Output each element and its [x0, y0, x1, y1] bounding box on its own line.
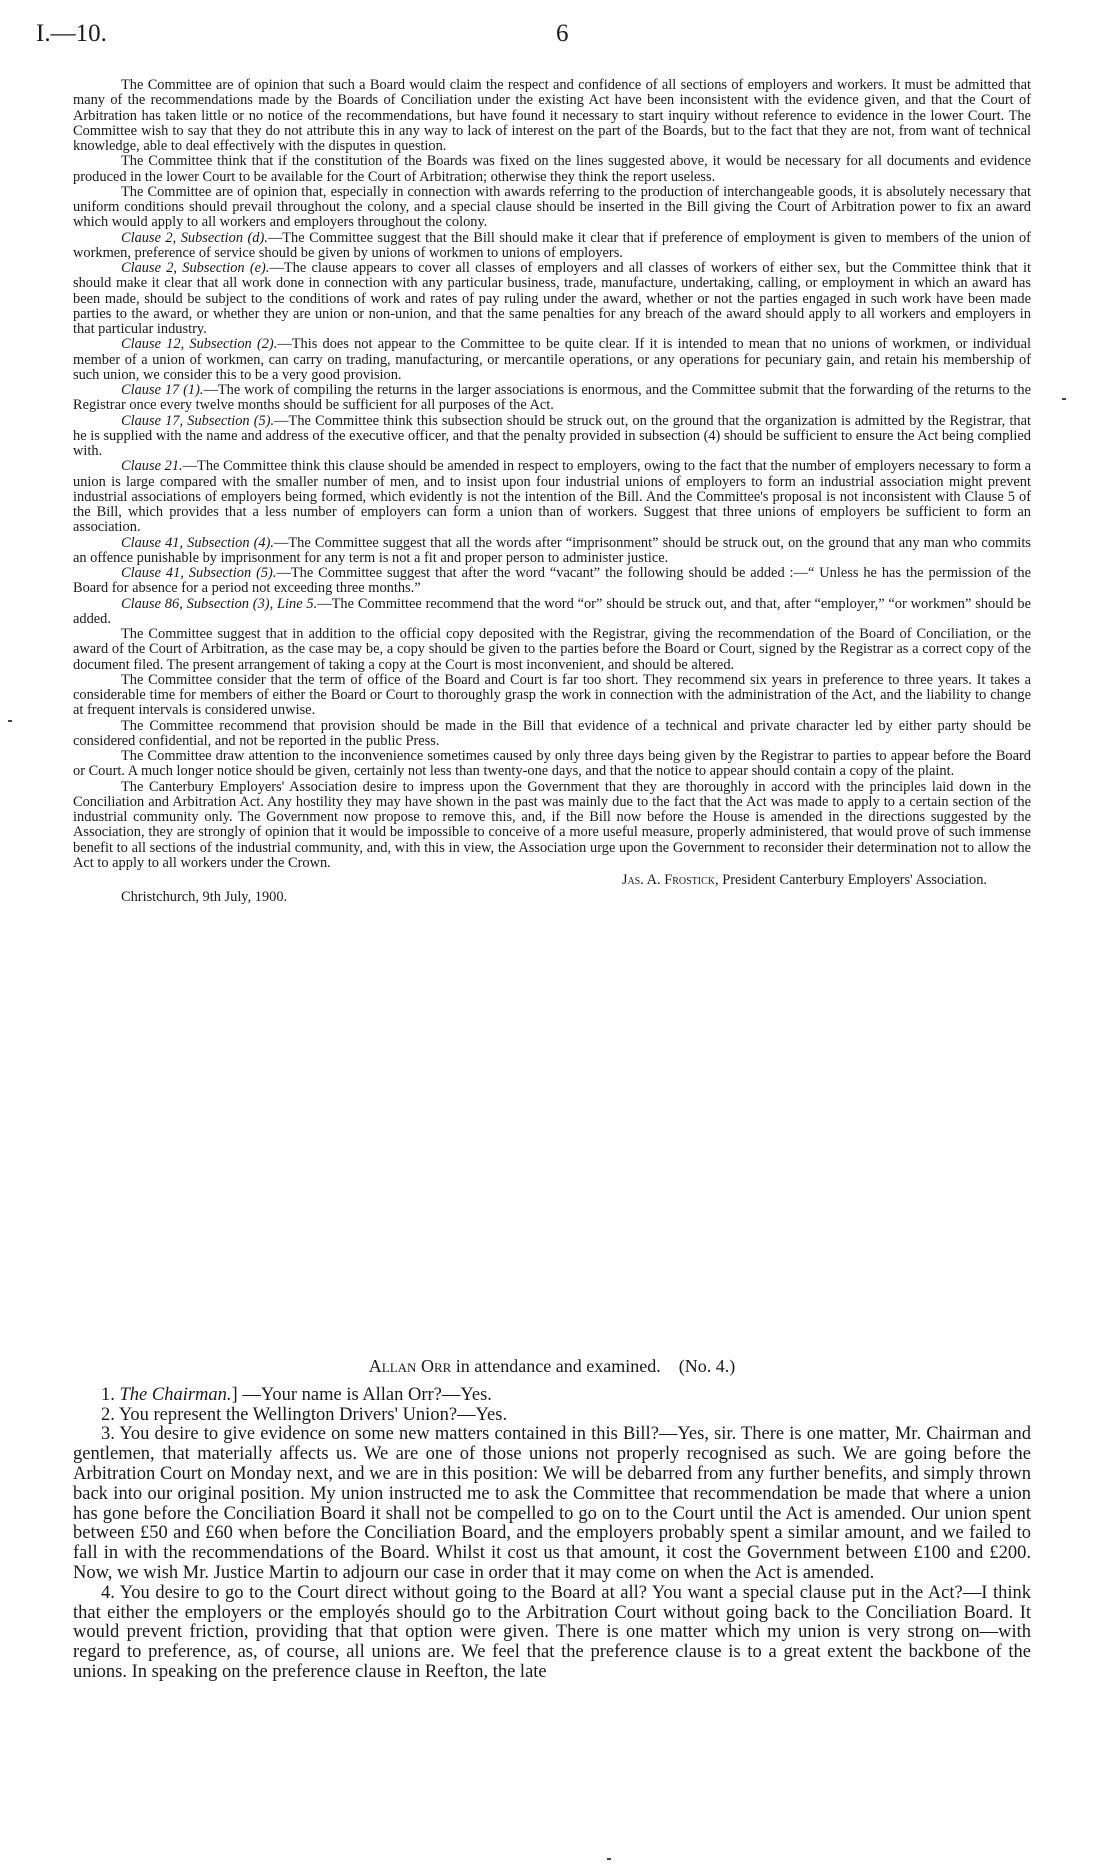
- question-answer: 1. The Chairman.] —Your name is Allan Orr?—Yes.: [101, 1384, 492, 1405]
- clause-text: —The Committee suggest that all the words after “imprisonment” should be struck out, on the ground that any man who commits an offence punishable by imprisonment for any term is not a fit and proper person to administer justice.: [73, 534, 1031, 566]
- signatory-title: , President Canterbury Employers' Association.: [715, 872, 987, 888]
- place-and-date: Christchurch, 9th July, 1900.: [121, 889, 288, 906]
- witness-examination: [73, 1357, 1031, 1683]
- page-header: [36, 20, 1078, 50]
- clause-paragraph: [73, 261, 1031, 337]
- statement-paragraph: The Committee are of opinion that such a Board would claim the respect and confidence of all sections of employers and workers. It must be admitted that many of the recommendations made by the Boards of Conciliation under the existing Act have been inconsistent with the evidence given, and that the Court of Arbitration has taken little or no notice of the recommendations, but have found it necessary to start inquiry without reference to evidence in the lower Court. The Committee wish to say that they do not attribute this in any way to lack of interest on the part of the Boards, but to the fact that they are not, from want of technical knowledge, able to deal effectively with the disputes in question.: [73, 77, 1031, 154]
- scan-speck: [1062, 398, 1066, 400]
- statement-paragraph: The Committee consider that the term of office of the Board and Court is far too short. They recommend six years in preference to three years. It takes a considerable time for members of either the Board or Court to thoroughly grasp the work in connection with the administration of the Act, and the liability to change at frequent intervals is considered unwise.: [73, 671, 1031, 719]
- clause-paragraph: [73, 231, 1031, 262]
- clause-paragraph: [73, 536, 1031, 567]
- clause-text: —The work of compiling the returns in the larger associations is enormous, and the Committee submit that the forwarding of the returns to the Registrar once every twelve months should be sufficient for all purposes of the Act.: [73, 382, 1031, 414]
- clause-paragraph: [73, 597, 1031, 628]
- statement-paragraph: The Canterbury Employers' Association desire to impress upon the Government that they are thoroughly in accord with the principles laid down in the Conciliation and Arbitration Act. Any hostility they may have shown in the past was mainly due to the fact that the Act was made to apply to a certain section of the industrial community only. The Government now propose to remove this, and, if the Bill now before the House is amended in the directions suggested by the Association, they are strongly of opinion that it would be impossible to conceive of a more useful measure, properly administered, that would prove of such immense benefit to all sections of the industrial community, and, with this in view, the Association urge upon the Government to reconsider their determination not to allow the Act to apply to all workers under the Crown.: [73, 778, 1031, 871]
- witness-name: Allan Orr: [368, 1356, 452, 1376]
- clause-reference: Clause 41, Subsection (5).: [121, 565, 277, 581]
- clause-text: —The Committee suggest that after the word “vacant” the following should be added :—“ Unless he has the permission of the Board for absence for a period not exceeding three months.”: [73, 565, 1032, 597]
- statement-paragraph: The Committee draw attention to the inconvenience sometimes caused by only three days being given by the Registrar to parties to appear before the Board or Court. A much longer notice should be given, certainly not less than twenty-one days, and that the notice to appear should contain a copy of the plaint.: [73, 748, 1031, 780]
- clause-text: —The Committee recommend that the word “or” should be struck out, and that, after “employer,” “or workmen” should be added.: [73, 595, 1031, 627]
- question-answer: 4. You desire to go to the Court direct without going to the Board at all? You want a special clause put in the Act?—I think that either the employers or the employés should go to the Arbitration Court without going back to the Conciliation Board. It would prevent friction, providing that that option were given. There is one matter which my union is very strong on—with regard to preference, as, of course, all unions are. We feel that the preference clause is to a great extent the backbone of the unions. In speaking on the preference clause in Reefton, the late: [73, 1582, 1031, 1682]
- clause-reference: Clause 2, Subsection (e).: [121, 260, 270, 276]
- employers-association-statement: [73, 78, 1031, 906]
- clause-paragraph: [73, 414, 1031, 460]
- witness-heading: [73, 1357, 1031, 1377]
- question-speaker: The Chairman.: [119, 1384, 232, 1405]
- clause-text: —The Committee suggest that the Bill should make it clear that if preference of employment is given to members of the union of workmen, preference of service should be given by unions of workmen to unions of employers.: [73, 229, 1031, 261]
- parliamentary-paper-reference: I.—10.: [36, 20, 107, 47]
- question-answer: 3. You desire to give evidence on some new matters contained in this Bill?—Yes, sir. There is one matter, Mr. Chairman and gentlemen, that materially affects us. We are one of those unions not properly recognised as such. We are going before the Arbitration Court on Monday next, and we are in this position: We will be debarred from any further benefits, and simply thrown back into our original position. My union instructed me to ask the Committee that recommendation be made that where a union has gone before the Conciliation Board it shall not be compelled to go on to the Court until the Act is amended. Our union spent between £50 and £60 when before the Conciliation Board, and the employers probably spent a similar amount, and we failed to fall in with the recommendations of the Board. Whilst it cost us that amount, it cost the Government between £100 and £200. Now, we wish Mr. Justice Martin to adjourn our case in order that it may come on when the Act is amended.: [73, 1424, 1031, 1583]
- statement-paragraph: The Committee think that if the constitution of the Boards was fixed on the lines suggested above, it would be necessary for all documents and evidence produced in the lower Court to be available for the Court of Arbitration; otherwise they think the report useless.: [73, 153, 1031, 185]
- page-number: 6: [556, 20, 569, 47]
- clause-reference: Clause 21.: [121, 458, 183, 475]
- clause-text: —This does not appear to the Committee to be quite clear. If it is intended to mean that no unions of workmen, or individual member of a union of workmen, can carry on trading, manufacturing, or mercantile operations, or any operations for pecuniary gain, and retain his membership of such union, we consider this to be a very good provision.: [73, 336, 1031, 383]
- statement-paragraph: The Committee suggest that in addition to the official copy deposited with the Registrar, giving the recommendation of the Board of Conciliation, or the award of the Court of Arbitration, as the case may be, a copy should be given to the parties before the Board or Court, signed by the Registrar as a correct copy of the document filed. The present arrangement of taking a copy at the Court is most inconvenient, and should be altered.: [73, 626, 1031, 673]
- clause-paragraph: [73, 383, 1031, 414]
- clause-reference: Clause 17, Subsection (5).: [121, 412, 275, 429]
- clause-text: —The Committee think this clause should be amended in respect to employers, owing to the fact that the number of employers necessary to form a union is large compared with the smaller number of men, and to insist upon four industrial unions of employers to form an industrial association might prevent industrial associations of employers being formed, which evidently is not the intention of the Bill. And the Committee's proposal is not inconsistent with Clause 5 of the Bill, which provides that a less number of employers can form a union than of workers. Suggest that three unions of employers be sufficient to form an association.: [73, 458, 1032, 536]
- clause-reference: Clause 86, Subsection (3), Line 5.: [121, 595, 318, 612]
- scan-speck: [8, 720, 12, 722]
- statement-paragraph: The Committee are of opinion that, especially in connection with awards referring to the production of interchangeable goods, it is absolutely necessary that uniform conditions should prevail throughout the colony, and a special clause should be inserted in the Bill giving the Court of Arbitration power to fix an award which would apply to all workers and employers throughout the colony.: [73, 183, 1031, 231]
- clause-paragraph: [73, 337, 1031, 383]
- clause-reference: Clause 17 (1).: [121, 382, 204, 398]
- clause-text: —The Committee think this subsection should be struck out, on the ground that the organization is admitted by the Registrar, that he is supplied with the name and address of the executive officer, and that the penalty provided in subsection (4) should be sufficient to ensure the Act being complied with.: [73, 412, 1032, 459]
- question-answer: 2. You represent the Wellington Drivers' Union?—Yes.: [101, 1404, 508, 1425]
- clause-reference: Clause 41, Subsection (4).: [121, 534, 274, 551]
- clause-reference: Clause 2, Subsection (d).: [121, 229, 268, 246]
- clause-paragraph: [73, 566, 1031, 597]
- statement-paragraph: The Committee recommend that provision should be made in the Bill that evidence of a technical and private character led by either party should be considered confidential, and not be reported in the public Press.: [73, 717, 1031, 749]
- witness-heading-text: in attendance and examined.: [451, 1356, 661, 1376]
- witness-number: (No. 4.): [678, 1356, 736, 1376]
- clause-reference: Clause 12, Subsection (2).: [121, 336, 278, 353]
- question-text: ] —Your name is Allan Orr?—Yes.: [231, 1384, 492, 1405]
- signature-line: [73, 873, 1031, 888]
- clause-text: —The clause appears to cover all classes of employers and all classes of workers of either sex, but the Committee think that it should make it clear that all work done in connection with any particular business, trade, manufacture, undertaking, calling, or employment in which an award has been made, should be subject to the conditions of work and rates of pay ruling under the award, whether or not the parties engaged in such work have been made parties to the award, or whether they are union or non-union, and that the same penalties for any breach of the award should apply to all workers and employers in that particular industry.: [73, 260, 1032, 337]
- clause-paragraph: [73, 459, 1031, 535]
- scan-speck: [607, 1858, 611, 1860]
- signatory-name: Jas. A. Frostick: [621, 872, 716, 888]
